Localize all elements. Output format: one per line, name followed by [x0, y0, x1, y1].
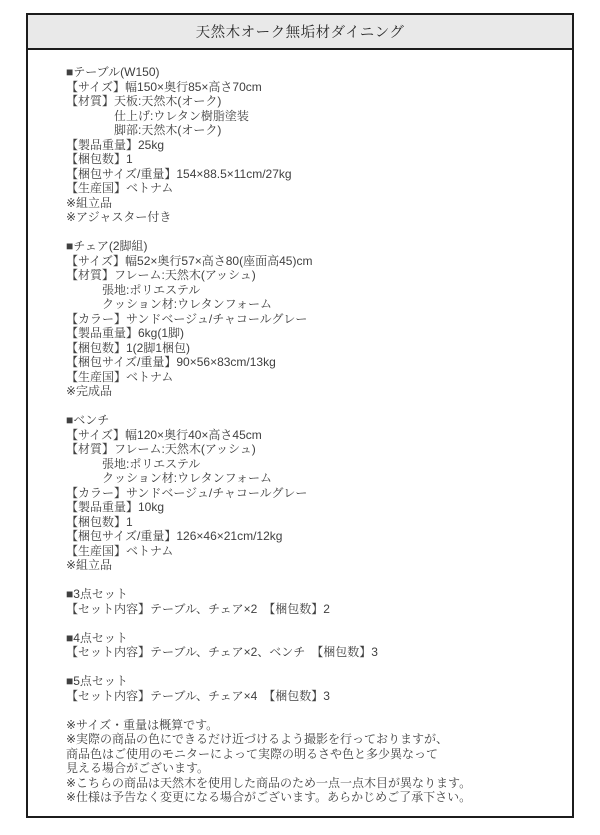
- spec-line: 【梱包数】1: [66, 514, 133, 529]
- section-set-5: [66, 674, 544, 703]
- spec-line: 【梱包数】1: [66, 152, 133, 166]
- spec-line: 【梱包サイズ/重量】154×88.5×11cm/27kg: [66, 166, 292, 181]
- spec-line: ■チェア(2脚組): [66, 239, 148, 253]
- page-title: 天然木オーク無垢材ダイニング: [195, 25, 405, 41]
- spec-line: 【セット内容】テーブル、チェア×2 【梱包数】2: [66, 601, 330, 616]
- spec-line: 【製品重量】10kg: [66, 500, 165, 514]
- spec-line: 【梱包サイズ/重量】90×56×83cm/13kg: [66, 355, 276, 369]
- spec-line: 張地:ポリエステル: [66, 456, 201, 471]
- spec-line: ※組立品: [66, 195, 113, 210]
- spec-line: 仕上げ:ウレタン樹脂塗装: [66, 108, 249, 123]
- spec-line: クッション材:ウレタンフォーム: [66, 297, 273, 311]
- section-set-3: [66, 587, 544, 616]
- spec-line: 【セット内容】テーブル、チェア×2、ベンチ 【梱包数】3: [66, 645, 378, 659]
- section-chair: [66, 239, 544, 399]
- section-set-4: [66, 631, 544, 660]
- spec-line: 商品色はご使用のモニターによって実際の明るさや色と多少異なって: [66, 746, 439, 761]
- spec-line: 【生産国】ベトナム: [66, 543, 174, 558]
- spec-line: 見える場合がございます。: [66, 761, 210, 775]
- spec-line: ※実際の商品の色にできるだけ近づけるよう撮影を行っておりますが、: [66, 732, 449, 746]
- spec-line: ■4点セット: [66, 630, 128, 645]
- spec-line: 【カラー】サンドベージュ/チャコールグレー: [66, 311, 308, 326]
- spec-line: ■3点セット: [66, 587, 128, 601]
- spec-line: ※サイズ・重量は概算です。: [66, 717, 219, 732]
- spec-line: 張地:ポリエステル: [66, 282, 201, 297]
- spec-line: ※アジャスター付き: [66, 210, 172, 224]
- spec-line: ※組立品: [66, 558, 113, 572]
- spec-line: 【製品重量】6kg(1脚): [66, 326, 185, 340]
- spec-line: ■ベンチ: [66, 413, 110, 427]
- spec-line: 【サイズ】幅52×奥行57×高さ80(座面高45)cm: [66, 253, 313, 268]
- spec-line: 【サイズ】幅120×奥行40×高さ45cm: [66, 427, 262, 442]
- spec-line: 【セット内容】テーブル、チェア×4 【梱包数】3: [66, 688, 330, 703]
- spec-line: 【材質】フレーム:天然木(アッシュ): [66, 442, 256, 456]
- section-table: [66, 65, 544, 225]
- spec-line: 脚部:天然木(オーク): [66, 123, 222, 137]
- spec-line: 【生産国】ベトナム: [66, 181, 174, 195]
- spec-line: ■テーブル(W150): [66, 65, 160, 79]
- spec-line: ※完成品: [66, 384, 113, 398]
- section-bench: [66, 413, 544, 573]
- spec-line: ※こちらの商品は天然木を使用した商品のため一点一点木目が異なります。: [66, 775, 472, 790]
- spec-line: ※仕様は予告なく変更になる場合がございます。あらかじめご了承下さい。: [66, 790, 472, 804]
- section-notes: [66, 718, 544, 805]
- spec-line: 【材質】フレーム:天然木(アッシュ): [66, 268, 256, 282]
- spec-line: クッション材:ウレタンフォーム: [66, 471, 273, 485]
- spec-line: 【梱包数】1(2脚1梱包): [66, 340, 191, 355]
- spec-line: 【材質】天板:天然木(オーク): [66, 94, 222, 108]
- spec-body: [28, 50, 572, 805]
- spec-line: 【サイズ】幅150×奥行85×高さ70cm: [66, 79, 262, 94]
- spec-line: 【梱包サイズ/重量】126×46×21cm/12kg: [66, 529, 283, 543]
- spec-line: 【生産国】ベトナム: [66, 369, 174, 384]
- spec-line: 【製品重量】25kg: [66, 137, 165, 152]
- spec-line: ■5点セット: [66, 674, 128, 688]
- spec-line: 【カラー】サンドベージュ/チャコールグレー: [66, 485, 308, 500]
- spec-sheet: [26, 13, 574, 818]
- sheet-header: [28, 15, 572, 50]
